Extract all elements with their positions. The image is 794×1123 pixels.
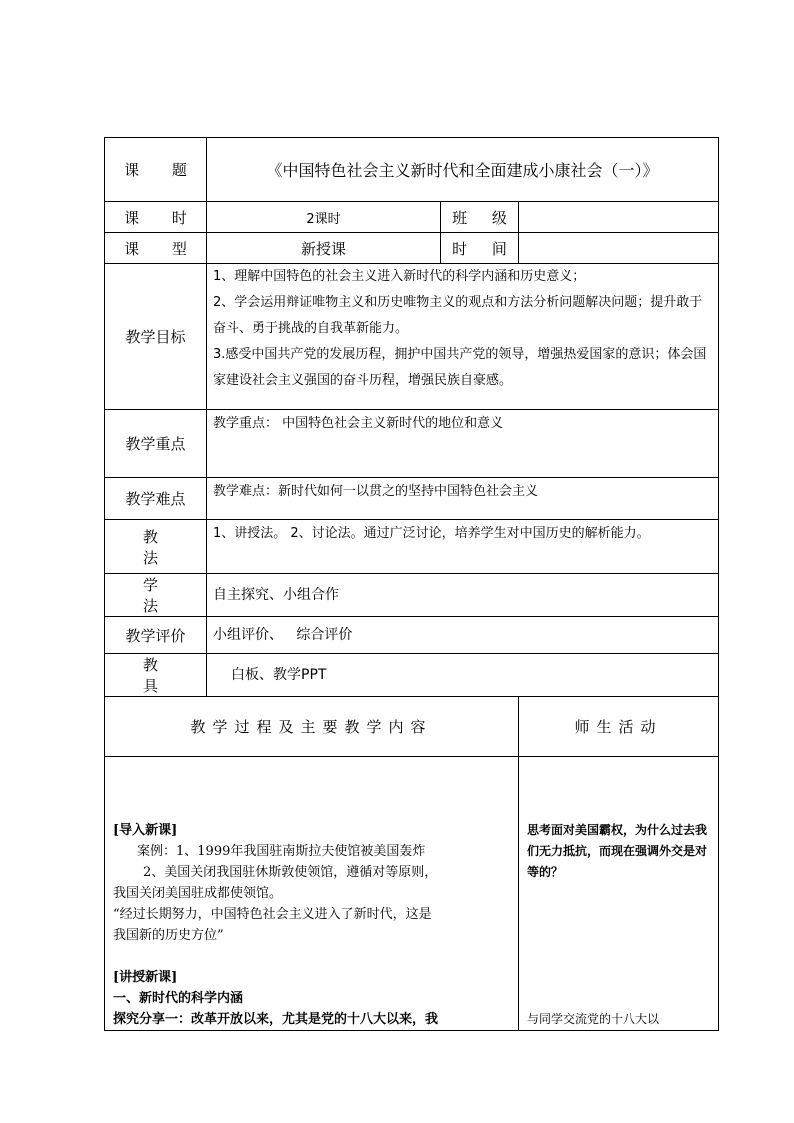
- goals-label: 教学目标: [105, 264, 207, 410]
- process-header-row: [105, 697, 719, 757]
- method-row: [105, 520, 719, 574]
- quote-line-2: 我国新的历史方位”: [113, 928, 224, 943]
- class-value: [519, 202, 719, 233]
- lesson-plan-table: [104, 137, 719, 1031]
- spacer: [113, 946, 510, 967]
- activity-item-1: 思考面对美国霸权，为什么过去我们无力抵抗，而现在强调外交是对等的？: [527, 823, 708, 879]
- lesson-plan-document: [104, 137, 718, 1031]
- learning-label: 学 法: [105, 574, 207, 617]
- time-value: [519, 233, 719, 264]
- topic-row: [105, 138, 719, 202]
- lecture-heading: [讲授新课]: [113, 970, 178, 985]
- process-header-right: 师生活动: [519, 697, 719, 757]
- tools-label: 教 具: [105, 654, 207, 697]
- case-item-2-continued: 我国关闭美国驻成都使领馆。: [113, 886, 283, 901]
- goal-item-3: 3.感受中国共产党的发展历程，拥护中国共产党的领导，增强热爱国家的意识；体会国家建设社会主义强国的奋斗历程，增强民族自豪感。: [213, 347, 707, 388]
- method-value: 1、讲授法。 2、讨论法。通过广泛讨论，培养学生对中国历史的解析能力。: [207, 520, 719, 574]
- hours-value: 2课时: [207, 202, 441, 233]
- activity-content: [519, 757, 719, 1031]
- key-row: [105, 410, 719, 478]
- hours-label: 课 时: [105, 202, 207, 233]
- quote-line-1: “经过长期努力，中国特色社会主义进入了新时代，这是: [113, 907, 432, 922]
- key-value: 教学重点： 中国特色社会主义新时代的地位和意义: [207, 410, 719, 478]
- type-row: [105, 233, 719, 264]
- learning-value: 自主探究、小组合作: [207, 574, 719, 617]
- case-item-1: 案例：1、1999年我国驻南斯拉夫使馆被美国轰炸: [137, 844, 426, 859]
- intro-heading: [导入新课]: [113, 823, 178, 838]
- section-heading-1: 一、新时代的科学内涵: [113, 991, 244, 1006]
- type-value: 新授课: [207, 233, 441, 264]
- explore-line-1: 探究分享一：改革开放以来，尤其是党的十八大以来，我: [113, 1012, 439, 1027]
- activity-item-2: 与同学交流党的十八大以: [527, 1012, 660, 1026]
- learning-row: [105, 574, 719, 617]
- evaluation-row: [105, 617, 719, 654]
- process-body-row: [105, 757, 719, 1031]
- hours-row: [105, 202, 719, 233]
- goal-item-1: 1、理解中国特色的社会主义进入新时代的科学内涵和历史意义；: [213, 269, 586, 284]
- process-header-left: 教学过程及主要教学内容: [105, 697, 519, 757]
- evaluation-value: 小组评价、 综合评价: [207, 617, 719, 654]
- class-label: 班 级: [441, 202, 519, 233]
- topic-label: 课 题: [105, 138, 207, 202]
- goals-row: [105, 264, 719, 410]
- goals-content: [207, 264, 719, 410]
- difficulty-row: [105, 478, 719, 520]
- time-label: 时 间: [441, 233, 519, 264]
- tools-row: [105, 654, 719, 697]
- topic-value: 《中国特色社会主义新时代和全面建成小康社会（一）》: [207, 138, 719, 202]
- difficulty-label: 教学难点: [105, 478, 207, 520]
- case-item-2: 2、美国关闭我国驻休斯敦使领馆，遵循对等原则，: [143, 865, 438, 880]
- evaluation-label: 教学评价: [105, 617, 207, 654]
- goal-item-2: 2、学会运用辩证唯物主义和历史唯物主义的观点和方法分析问题解决问题；提升敢于奋斗、勇于挑战的自我革新能力。: [213, 295, 703, 336]
- key-label: 教学重点: [105, 410, 207, 478]
- difficulty-value: 教学难点：新时代如何一以贯之的坚持中国特色社会主义: [207, 478, 719, 520]
- tools-value: 白板、教学PPT: [207, 654, 719, 697]
- process-content: [105, 757, 519, 1031]
- method-label: 教 法: [105, 520, 207, 574]
- type-label: 课 型: [105, 233, 207, 264]
